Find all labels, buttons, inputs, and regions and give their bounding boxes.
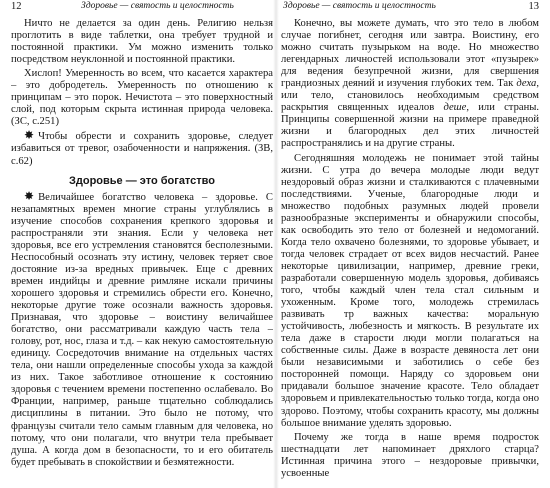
asterisk-bullet-icon: ✸ [24, 128, 35, 143]
bullet-paragraph [11, 188, 273, 469]
italic-term: деха [516, 78, 537, 90]
section-heading: Здоровье — это богатство [68, 174, 216, 187]
right-page-number: 13 [528, 1, 539, 12]
left-running-title: Здоровье — святость и целостность [81, 1, 234, 11]
page-gutter [273, 0, 279, 488]
right-running-head [281, 0, 539, 15]
text-run: Конечно, вы можете думать, что это тело в любом случае погибнет, сегодня или завтра. Воистину, его можно считать пузырьком на воде. Но множество легендарных личностей использовали этот «пузырек» для ведения безупречной жизни, для свершения грандиозных деяний и изучения глубоких тем. Так [281, 18, 539, 90]
left-page-body [11, 18, 273, 469]
text-run: , или страны. Принципы совершенной жизни на примере праведной жизни и благородных дел этих личностей распространялись и на другие страны. [281, 102, 539, 150]
italic-term: деше [443, 102, 467, 114]
paragraph: Сегодняшняя молодежь не понимает этой тайны жизни. С утра до вечера молодые люди ведут нездоровый образ жизни и сталкиваются с плачевными последствиями. Ученые, благородные люди и множество подобных разумных людей провели разнообразные эксперименты и обнаружили способы, как освободить это тело от болезней и недомоганий. Когда тело охвачено болезнями, то здоровье убывает, и тогда человек страдает от всех видов несчастий. Ранее некоторые цивилизации, например, древние греки, разработали совершенную модель здоровья, добиваясь того, чтобы каждый член тела стал сильным и ухоженным. Кроме того, молодежь стремилась развивать тр важных качества: моральную устойчивость, любезность и мягкость. В результате их тела даже в старости люди могли полагаться на собственные силы. Даже в возрасте девяноста лет они были независимыми и заботились о себе без посторонней помощи. Наряду со здоровьем они придавали большое значение красоте. Тело обладает здоровьем и привлекательностью только тогда, когда оно здорово. Поэтому, чтобы сохранить красоту, мы должны большое внимание уделять здоровью. [281, 152, 539, 429]
left-running-head [11, 0, 273, 15]
left-page-number: 12 [11, 1, 22, 12]
asterisk-bullet-icon: ✸ [24, 188, 35, 203]
left-page [11, 0, 273, 488]
bullet-text: Величайшее богатство человека – здоровье. С незапамятных времен многие страны углублялись в изучение способов сохранения крепкого здоровья и распространяли эти знания. Если у человека нет здоровья, все его устремления становятся бесполезными. Неспособный осознать эту истину, человек теряет свое достояние из-за вредных привычек. Еще с древних времен индийцы и древние римляне искали причины хорошего здоровья и стремились обрести его. Конечно, некоторые другие тоже осознали важность здоровья. Признавая, что здоровье – воистину величайшее богатство, они рассматривали каждую часть тела – голову, рот, нос, глаза и т.д. – как некую самостоятельную единицу. Сосредоточив внимание на отдельных частях тела, они нашли определенные способы ухода за каждой из них. Такое заботливое отношение к состоянию здоровья с течением времени постепенно ослабевало. Во Франции, например, раньше тщательно соблюдались дисциплины в питании. Это было не потому, что французы считали тело самым главным для человека, но потому, что они полагали, что внутри тела пребывает душа. А когда дом в безопасности, то и его обитатель будет пребывать в спокойствии и безмятежности. [11, 191, 273, 468]
paragraph: Почему же тогда в наше время подросток шестнадцати лет напоминает дряхлого старца? Истинная причина этого – нездоровые привычки, усвоенные [281, 431, 539, 479]
paragraph: Ничто не делается за один день. Религию нельзя проглотить в виде таблетки, она требует трудной и постоянной практики. Ум можно изменить только посредством неуклонной и постоянной практики. [11, 18, 273, 66]
text-run: , или тело, становилось необходимым средством раскрытия священных идеалов [281, 78, 539, 114]
right-page [281, 0, 539, 488]
right-running-title: Здоровье — святость и целостность [283, 1, 436, 11]
paragraph: Хислоп! Умеренность во всем, что касается характера – это добродетель. Умеренность по отношению к принципам – это порок. Нечистота – это поверхностный слой, под которым скрыта истинная природа человека. (ЗС, с.251) [11, 68, 273, 128]
bullet-text: Чтобы обрести и сохранить здоровье, следует избавиться от тревог, озабоченности и напряжения. (ЗВ, с.62) [11, 131, 273, 167]
right-page-body [281, 18, 539, 480]
paragraph [281, 18, 539, 151]
bullet-paragraph [11, 130, 273, 167]
